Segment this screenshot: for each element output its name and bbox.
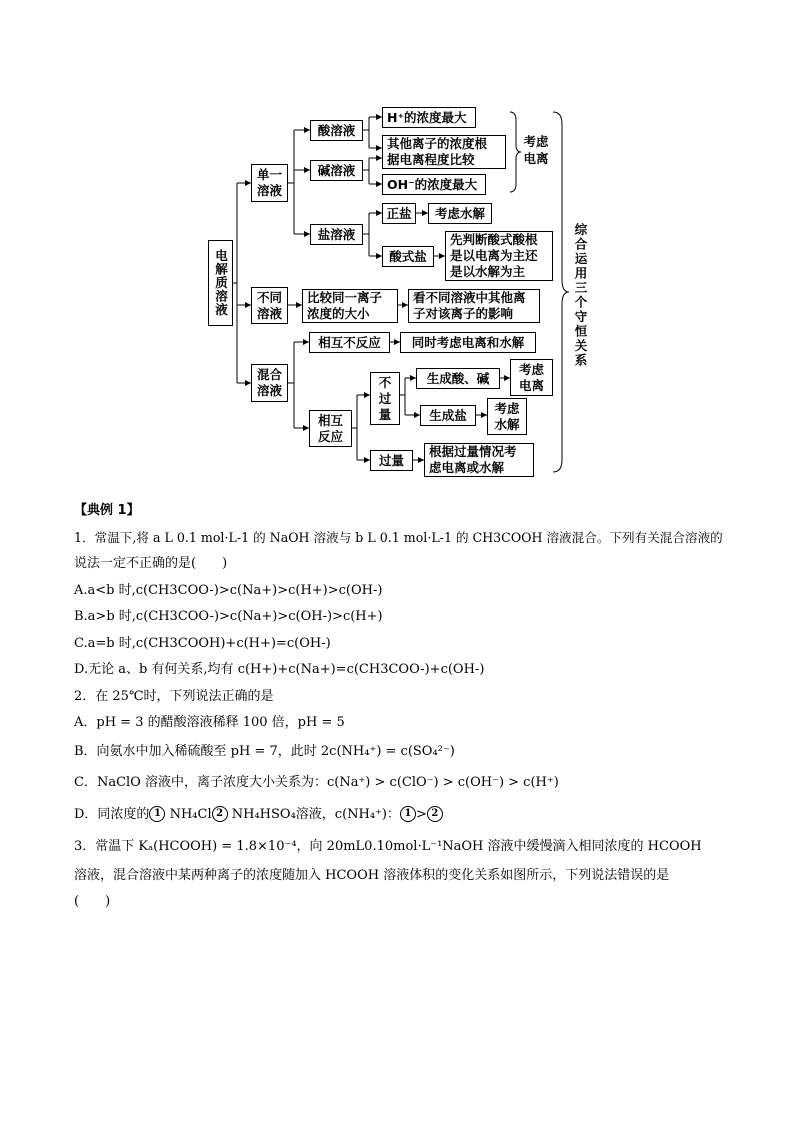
not-excess-box	[370, 372, 400, 425]
q2-option-d-compound1: NH₄Cl	[169, 806, 212, 822]
q2-option-d-compound2: NH₄HSO₄溶液，c(NH₄⁺)：	[231, 806, 400, 822]
consider-ionization-box	[510, 359, 553, 396]
acid-salt-note-box	[445, 231, 553, 281]
circled-2: 2	[212, 806, 228, 822]
make-acid-base-box: 生成酸、碱	[416, 368, 500, 389]
other-ions-line1: 其他离子的浓度根	[387, 136, 488, 151]
q2-stem: 2．在 25℃时，下列说法正确的是	[74, 688, 274, 704]
mixed-solution-box	[251, 364, 288, 402]
other-ions-line2: 据电离程度比较	[387, 152, 475, 167]
acid-salt-box: 酸式盐	[382, 246, 434, 267]
q3-stem-line3: ( )	[74, 894, 111, 909]
consider-ionization-box-label: 考虑电离	[518, 361, 544, 393]
single-solution-label: 单一溶液	[256, 167, 282, 198]
compare-line1: 比较同一离子	[307, 290, 383, 305]
q2-option-b-formula: 2c(NH₄⁺) = c(SO₄²⁻)	[320, 743, 455, 759]
q1-option-a: A.a<b 时,c(CH3COO-)>c(Na+)>c(H+)>c(OH-)	[74, 582, 383, 598]
q1-option-c: C.a=b 时,c(CH3COOH)+c(H+)=c(OH-)	[74, 635, 331, 651]
greater-than: >	[416, 806, 427, 822]
acid-solution-box: 酸溶液	[310, 120, 363, 141]
salt-solution-box: 盐溶液	[310, 224, 363, 245]
consider-both-box: 同时考虑电离和水解	[400, 332, 536, 353]
other-ion-effect-box	[408, 289, 540, 323]
different-solution-label: 不同溶液	[256, 289, 282, 321]
acid-salt-note-line3: 是以水解为主	[450, 264, 526, 279]
single-solution-box	[251, 164, 288, 202]
circled-1: 1	[149, 806, 165, 822]
q2-option-c-text: C．NaClO 溶液中，离子浓度大小关系为：	[74, 774, 327, 790]
three-conservation-label: 综合运用三个守恒关系	[573, 222, 588, 368]
concept-diagram	[0, 0, 794, 490]
q3-stem-line1: 3．常温下 Kₐ(HCOOH) = 1.8×10⁻⁴，向 20mL0.10mol·L⁻¹NaOH 溶液中缓慢滴入相同浓度的 HCOOH	[74, 838, 702, 854]
q1-option-d: D.无论 a、b 有何关系,均有 c(H+)+c(Na+)=c(CH3COO-)+c(OH-)	[74, 662, 485, 677]
root-electrolyte-solution: 电解质溶液	[208, 240, 233, 326]
question-content	[74, 498, 754, 916]
mutual-reaction-label: 相互反应	[317, 412, 343, 444]
q2-option-c-formula: c(Na⁺) > c(ClO⁻) > c(OH⁻) > c(H⁺)	[326, 774, 559, 790]
base-solution-box: 碱溶液	[310, 160, 363, 181]
no-reaction-box: 相互不反应	[309, 332, 390, 353]
make-salt-box: 生成盐	[420, 405, 476, 426]
different-solution-box	[251, 287, 288, 324]
q1-stem-line1: 1．常温下,将 a L 0.1 mol·L-1 的 NaOH 溶液与 b L 0.1 mol·L-1 的 CH3COOH 溶液混合。下列有关混合溶液的	[74, 529, 723, 545]
excess-note-line2: 虑电离或水解	[429, 460, 505, 475]
q2-option-d-text: D．同浓度的	[74, 806, 150, 822]
consider-hydrolysis-box-2	[487, 398, 527, 435]
not-excess-label: 不过量	[378, 374, 392, 422]
q2-option-c	[74, 767, 754, 799]
q2-option-d	[74, 799, 754, 831]
q1-option-b: B.a>b 时,c(CH3COO-)>c(Na+)>c(OH-)>c(H+)	[74, 609, 383, 624]
consider-hydrolysis-box-2-label: 考虑水解	[494, 400, 520, 432]
other-ions-box	[382, 135, 506, 169]
compare-line2: 浓度的大小	[307, 306, 370, 321]
h-max-box: H⁺的浓度最大	[382, 107, 476, 128]
excess-note-line1: 根据过量情况考	[429, 444, 517, 459]
excess-box: 过量	[370, 450, 413, 471]
compare-same-ion-box	[302, 289, 398, 323]
mixed-solution-label: 混合溶液	[256, 367, 282, 398]
example-heading: 【典例 1】	[74, 503, 140, 518]
circled-1b: 1	[400, 806, 416, 822]
consider-hydrolysis-box: 考虑水解	[428, 203, 492, 224]
circled-2b: 2	[427, 806, 443, 822]
acid-salt-note-line1: 先判断酸式酸根	[450, 232, 538, 247]
acid-salt-note-line2: 是以电离为主还	[450, 248, 538, 263]
look-line2: 子对该离子的影响	[413, 306, 514, 321]
q3-stem-line2: 溶液，混合溶液中某两种离子的浓度随加入 HCOOH 溶液体积的变化关系如图所示，下列说法错误的是	[74, 867, 670, 883]
mutual-reaction-box	[309, 410, 352, 447]
oh-max-box: OH⁻的浓度最大	[382, 174, 486, 195]
normal-salt-box: 正盐	[382, 203, 416, 224]
q1-stem-line2: 说法一定不正确的是( )	[74, 556, 228, 571]
q2-option-b-text: B．向氨水中加入稀硫酸至 pH = 7，此时	[74, 743, 321, 759]
look-line1: 看不同溶液中其他离	[413, 290, 526, 305]
excess-note-box	[424, 443, 534, 477]
q2-option-b	[74, 737, 754, 767]
consider-ionization-label: 考虑电离	[523, 134, 549, 166]
q2-option-a: A．pH = 3 的醋酸溶液稀释 100 倍，pH = 5	[74, 715, 345, 730]
